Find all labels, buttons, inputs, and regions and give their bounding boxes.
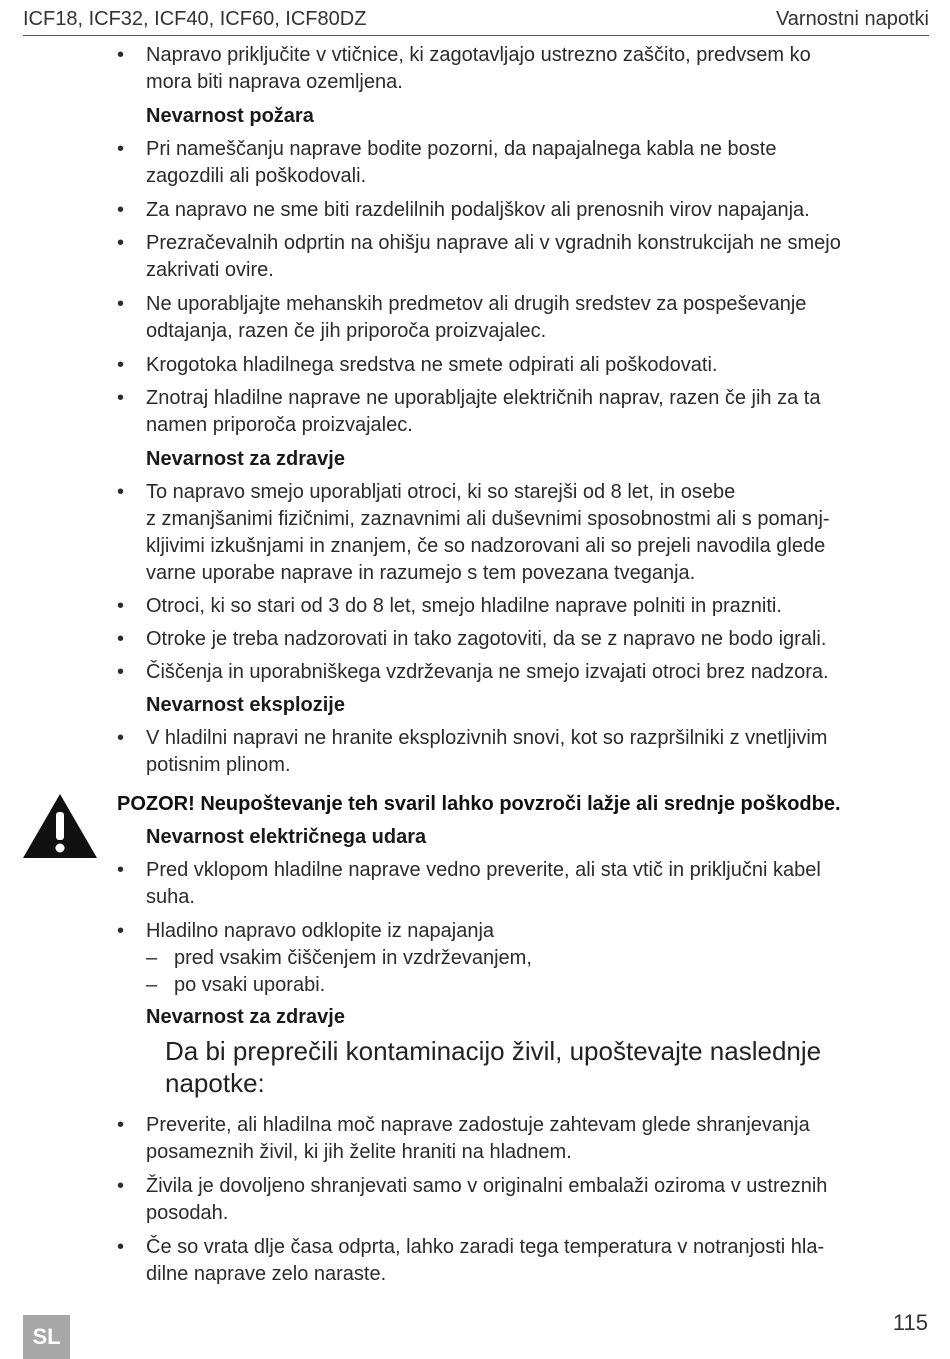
text-line: Za napravo ne sme biti razdelilnih podaljškov ali prenosnih virov napajanja. — [146, 199, 810, 221]
header-models: ICF18, ICF32, ICF40, ICF60, ICF80DZ — [23, 8, 367, 30]
text-line: Otroke je treba nadzorovati in tako zagotoviti, da se z napravo ne bodo igrali. — [146, 628, 827, 650]
list-item-text — [146, 230, 936, 284]
section-heading-text: Nevarnost električnega udara — [146, 826, 427, 848]
text-line: po vsaki uporabi. — [174, 974, 326, 996]
sub-list-item-text — [174, 972, 934, 999]
list-item-text — [146, 197, 936, 224]
section-heading-text: Nevarnost za zdravje — [146, 448, 345, 470]
text-line: dilne naprave zelo naraste. — [146, 1263, 387, 1285]
note-text — [165, 1035, 905, 1099]
bullet-marker: • — [117, 138, 125, 160]
list-item-text — [146, 136, 936, 190]
header-section: Varnostni napotki — [775, 8, 929, 30]
text-line: zagozdili ali poškodovali. — [146, 165, 367, 187]
text-line: Prezračevalnih odprtin na ohišju naprave ali v vgradnih konstrukcijah ne smejo — [146, 232, 841, 254]
caution-text: POZOR! Neupoštevanje teh svaril lahko povzroči lažje ali srednje poškodbe. — [117, 793, 841, 815]
bullet-marker: • — [117, 199, 125, 221]
warning-triangle-icon — [22, 792, 98, 860]
text-line: V hladilni napravi ne hranite eksplozivnih snovi, kot so razpršilniki z vnetljivim — [146, 727, 828, 749]
list-item-text — [146, 918, 936, 945]
text-line: Znotraj hladilne naprave ne uporabljajte električnih naprav, razen če jih za ta — [146, 387, 821, 409]
list-item-text — [146, 857, 936, 911]
text-line: napotke: — [165, 1068, 265, 1098]
section-heading-text: Nevarnost požara — [146, 105, 314, 127]
bullet-marker: • — [117, 1175, 125, 1197]
bullet-marker: • — [117, 661, 125, 683]
text-line: Pri nameščanju naprave bodite pozorni, da napajalnega kabla ne boste — [146, 138, 777, 160]
section-heading-text: Nevarnost eksplozije — [146, 694, 345, 716]
bullet-marker: • — [117, 293, 125, 315]
text-line: posodah. — [146, 1202, 229, 1224]
text-line: Če so vrata dlje časa odprta, lahko zaradi tega temperatura v notranjosti hla- — [146, 1236, 825, 1258]
dash-marker: – — [146, 974, 158, 996]
list-item-text — [146, 659, 936, 686]
text-line: Da bi preprečili kontaminacijo živil, upoštevajte naslednje — [165, 1036, 822, 1066]
text-line: z zmanjšanimi fizičnimi, zaznavnimi ali duševnimi sposobnostmi ali s pomanj- — [146, 508, 830, 530]
list-item-text — [146, 479, 936, 587]
bullet-marker: • — [117, 44, 125, 66]
page-number: 115 — [892, 1310, 928, 1335]
bullet-marker: • — [117, 920, 125, 942]
text-line: posameznih živil, ki jih želite hraniti na hladnem. — [146, 1141, 572, 1163]
bullet-marker: • — [117, 859, 125, 881]
list-item-text — [146, 626, 936, 653]
bullet-marker: • — [117, 387, 125, 409]
list-item-text — [146, 1112, 936, 1166]
text-line: suha. — [146, 886, 195, 908]
text-line: odtajanja, razen če jih priporoča proizvajalec. — [146, 320, 547, 342]
language-badge: SL — [23, 1315, 70, 1359]
text-line: To napravo smejo uporabljati otroci, ki so starejši od 8 let, in osebe — [146, 481, 736, 503]
list-item-text — [146, 1173, 936, 1227]
text-line: Otroci, ki so stari od 3 do 8 let, smejo hladilne naprave polniti in prazniti. — [146, 595, 782, 617]
list-item-text — [146, 1234, 936, 1288]
text-line: Živila je dovoljeno shranjevati samo v originalni embalaži oziroma v ustreznih — [146, 1175, 828, 1197]
bullet-marker: • — [117, 628, 125, 650]
text-line: zakrivati ovire. — [146, 259, 274, 281]
list-item-text — [146, 291, 936, 345]
text-line: Čiščenja in uporabniškega vzdrževanja ne smejo izvajati otroci brez nadzora. — [146, 661, 829, 683]
text-line: Hladilno napravo odklopite iz napajanja — [146, 920, 495, 942]
text-line: Napravo priključite v vtičnice, ki zagotavljajo ustrezno zaščito, predvsem ko — [146, 44, 811, 66]
text-line: Krogotoka hladilnega sredstva ne smete odpirati ali poškodovati. — [146, 354, 718, 376]
list-item-text — [146, 725, 936, 779]
dash-marker: – — [146, 947, 158, 969]
list-item-text — [146, 352, 936, 379]
text-line: Pred vklopom hladilne naprave vedno preverite, ali sta vtič in priključni kabel — [146, 859, 821, 881]
text-line: pred vsakim čiščenjem in vzdrževanjem, — [174, 947, 532, 969]
list-item-text — [146, 42, 936, 96]
bullet-marker: • — [117, 354, 125, 376]
text-line: Ne uporabljajte mehanskih predmetov ali drugih sredstev za pospeševanje — [146, 293, 807, 315]
bullet-marker: • — [117, 232, 125, 254]
text-line: kljivimi izkušnjami in znanjem, če so nadzorovani ali so prejeli navodila glede — [146, 535, 826, 557]
text-line: potisnim plinom. — [146, 754, 291, 776]
bullet-marker: • — [117, 481, 125, 503]
list-item-text — [146, 593, 936, 620]
text-line: namen priporoča proizvajalec. — [146, 414, 413, 436]
page-header — [23, 8, 929, 36]
bullet-marker: • — [117, 1236, 125, 1258]
text-line: varne uporabe naprave in razumejo s tem povezana tveganja. — [146, 562, 696, 584]
list-item-text — [146, 385, 936, 439]
text-line: mora biti naprava ozemljena. — [146, 71, 403, 93]
bullet-marker: • — [117, 1114, 125, 1136]
sub-list-item-text — [174, 945, 934, 972]
text-line: Preverite, ali hladilna moč naprave zadostuje zahtevam glede shranjevanja — [146, 1114, 810, 1136]
bullet-marker: • — [117, 727, 125, 749]
bullet-marker: • — [117, 595, 125, 617]
section-heading-text: Nevarnost za zdravje — [146, 1006, 345, 1028]
